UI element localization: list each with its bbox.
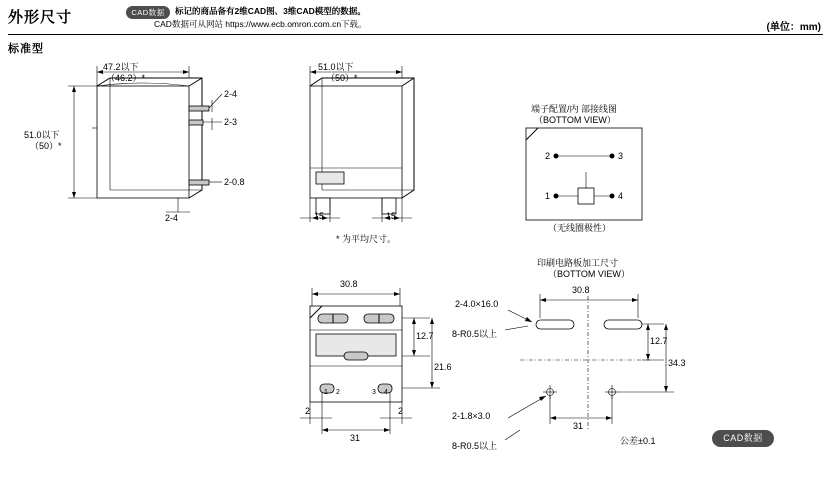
bottom-dim-12-7: 12.7 <box>416 331 434 341</box>
pcb-label-hole: 2-1.8×3.0 <box>452 411 491 421</box>
terminal-pin-2: 2 <box>545 151 551 161</box>
cad-note-line1: 标记的商品备有2维CAD图、3维CAD模型的数据。 <box>175 6 366 16</box>
terminal-pin-4: 4 <box>618 191 624 201</box>
terminal-pin-3: 3 <box>618 151 624 161</box>
cad-note-line2: CAD数据可从网站 https://www.ecb.omron.com.cn下载。 <box>154 19 367 29</box>
bottom-dim-31: 31 <box>350 433 361 443</box>
cad-data-badge-header: CAD数据 <box>126 6 170 19</box>
bottom-pin-3: 3 <box>372 389 376 396</box>
side-dim-2-4: 2-4 <box>224 89 238 99</box>
side-dim-left-main: 51.0以下 <box>24 130 60 140</box>
pcb-dim-30-8: 30.8 <box>572 285 590 295</box>
front-dim-left-15: 15 <box>314 211 325 221</box>
pcb-tolerance: 公差±0.1 <box>620 436 656 446</box>
pcb-title-line2: （BOTTOM VIEW） <box>548 269 630 279</box>
terminal-pin-1: 1 <box>545 191 551 201</box>
bottom-dim-30-8: 30.8 <box>340 279 358 289</box>
pcb-label-hole-radius: 8-R0.5以上 <box>452 441 498 451</box>
front-dim-right-15: 15 <box>386 211 397 221</box>
unit-label: (单位：mm) <box>766 22 821 33</box>
side-dim-left-sub: （50）* <box>30 141 62 151</box>
pcb-dim-34-3: 34.3 <box>668 358 686 368</box>
side-dim-bottom-2-4: 2-4 <box>165 213 179 223</box>
pcb-dim-12-7: 12.7 <box>650 336 668 346</box>
terminal-note: （无线圈极性） <box>548 223 612 233</box>
bottom-dim-left-2: 2 <box>305 406 311 416</box>
terminal-title-line1: 端子配置/内 部接线图 <box>531 104 618 114</box>
bottom-pin-1: 1 <box>324 389 328 396</box>
front-dim-top-main: 51.0以下 <box>318 62 354 72</box>
front-dim-top-sub: （50）* <box>326 73 358 83</box>
bottom-pin-2: 2 <box>336 389 340 396</box>
section-subtitle: 标准型 <box>8 43 44 55</box>
side-dim-top-main: 47.2以下 <box>103 62 139 72</box>
front-footnote: * 为平均尺寸。 <box>336 234 397 244</box>
bottom-dim-right-2: 2 <box>398 406 404 416</box>
pcb-label-slot-radius: 8-R0.5以上 <box>452 329 498 339</box>
side-dim-top-sub: （46.2）* <box>106 73 146 83</box>
side-dim-2-3: 2-3 <box>224 117 238 127</box>
cad-data-badge-footer: CAD数据 <box>712 430 774 447</box>
pcb-title-line1: 印刷电路板加工尺寸 <box>537 258 619 268</box>
page-title: 外形尺寸 <box>8 9 73 26</box>
bottom-dim-21-6: 21.6 <box>434 362 452 372</box>
side-dim-2-0-8: 2-0.8 <box>224 177 245 187</box>
terminal-title-line2: （BOTTOM VIEW） <box>534 115 616 125</box>
pcb-dim-31: 31 <box>573 421 584 431</box>
pcb-label-slot: 2-4.0×16.0 <box>455 299 499 309</box>
bottom-pin-4: 4 <box>384 389 388 396</box>
